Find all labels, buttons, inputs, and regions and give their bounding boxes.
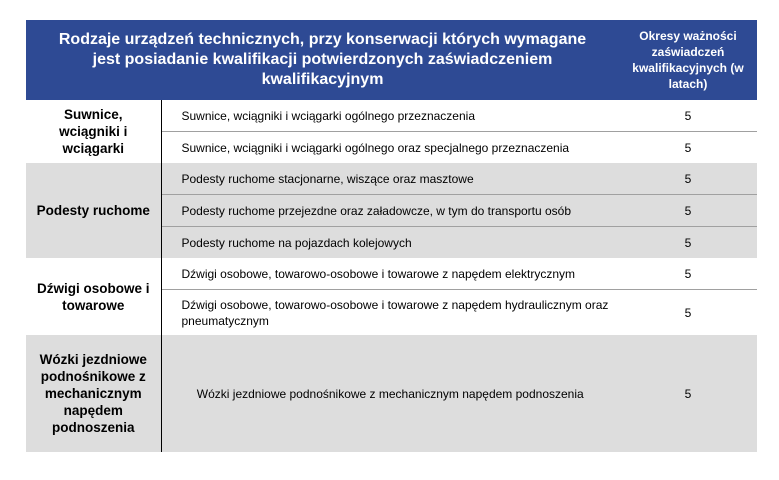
- item-label: Suwnice, wciągniki i wciągarki ogólnego przeznaczenia: [161, 100, 619, 132]
- category-cranes: Suwnice, wciągniki i wciągarki: [26, 100, 161, 163]
- category-forklifts: Wózki jezdniowe podnośnikowe z mechanicznym napędem podnoszenia: [26, 335, 161, 452]
- item-value: 5: [619, 335, 757, 452]
- qualification-table: [26, 20, 757, 452]
- item-label: Podesty ruchome przejezdne oraz załadowcze, w tym do transportu osób: [161, 195, 619, 227]
- item-label: Dźwigi osobowe, towarowo-osobowe i towarowe z napędem hydraulicznym oraz pneumatycznym: [161, 290, 619, 336]
- table-header-row: [26, 20, 757, 100]
- item-label: Podesty ruchome stacjonarne, wiszące oraz masztowe: [161, 163, 619, 195]
- qualification-table-container: [26, 20, 757, 452]
- header-validity-period: Okresy ważności zaświadczeń kwalifikacyjnych (w latach): [619, 20, 757, 100]
- item-value: 5: [619, 258, 757, 290]
- item-label: Podesty ruchome na pojazdach kolejowych: [161, 227, 619, 259]
- table-row: [26, 258, 757, 290]
- table-row: [26, 163, 757, 195]
- item-value: 5: [619, 100, 757, 132]
- item-label: Wózki jezdniowe podnośnikowe z mechanicznym napędem podnoszenia: [161, 335, 619, 452]
- category-elevators: Dźwigi osobowe i towarowe: [26, 258, 161, 335]
- table-row: [26, 100, 757, 132]
- item-label: Dźwigi osobowe, towarowo-osobowe i towarowe z napędem elektrycznym: [161, 258, 619, 290]
- table-row: [26, 335, 757, 452]
- item-value: 5: [619, 227, 757, 259]
- item-value: 5: [619, 195, 757, 227]
- category-platforms: Podesty ruchome: [26, 163, 161, 258]
- item-value: 5: [619, 290, 757, 336]
- item-value: 5: [619, 132, 757, 164]
- item-label: Suwnice, wciągniki i wciągarki ogólnego oraz specjalnego przeznaczenia: [161, 132, 619, 164]
- header-device-types: Rodzaje urządzeń technicznych, przy konserwacji których wymagane jest posiadanie kwalifikacji potwierdzonych zaświadczeniem kwalifikacyjnym: [26, 20, 619, 100]
- item-value: 5: [619, 163, 757, 195]
